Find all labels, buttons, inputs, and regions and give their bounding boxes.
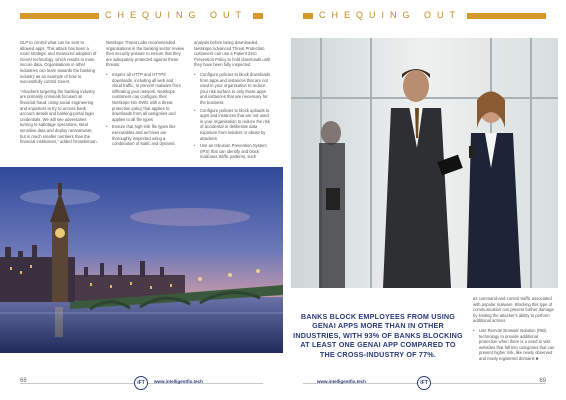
list-item: • Configure policies to block downloads from apps and instances that are not used in your organisation to reduce your risk surface to only those apps and instances that are necessary for the business: [194, 72, 272, 106]
list-item: • Use Remote Browser Isolation (RBI) technology to provide additional protection when there is a need to visit websites that fall into categories that can present higher risk, like newly observed and newly registered domains ■: [473, 328, 555, 362]
paragraph: “Attackers targeting the banking industry are primarily criminals focused on financial fraud, using social engineering and impostors to try to access bank account details and banking-portal login credentials. We will see adversaries turning to sabotage operations, steal sensitive data and deploy ransomware, but in much smaller numbers than the financial institutions,” added Grosskeman.: [20, 88, 98, 145]
bullet-list: [106, 72, 184, 147]
page-number: 68: [20, 378, 27, 384]
list-item: • Configure policies to block uploads to apps and instances that are not used in your organisation to reduce the risk of accidental or deliberate data exposure from insiders or abuse by attackers: [194, 108, 272, 142]
business-meeting-photo: [291, 38, 558, 288]
text-column-1: [20, 40, 98, 149]
list-item: • Use an Intrusion Prevention System (IPS) that can identify and block malicious traffic patterns, such: [194, 143, 272, 160]
section-title: CHEQUING OUT: [99, 8, 253, 22]
text-column-2: [106, 40, 184, 149]
list-item: • Ensure that high-risk file types like executables and archives are thoroughly inspected using a combination of static and dynamic: [106, 124, 184, 146]
text-column-right: [473, 296, 555, 364]
brand-logo: iFT: [134, 376, 148, 390]
site-url[interactable]: www.intelligentfin.tech: [154, 379, 203, 384]
london-bridge-photo: [0, 167, 283, 353]
section-title: CHEQUING OUT: [313, 8, 467, 22]
paragraph: as command-and-control traffic associated with popular malware. Blocking this type of communication can prevent further damage by limiting the attacker's ability to perform additional actions: [473, 296, 554, 324]
pull-quote: BANKS BLOCK EMPLOYEES FROM USING GENAI APPS MORE THAN IN OTHER INDUSTRIES, WITH 93% OF BANKS BLOCKING AT LEAST ONE GENAI APP COMPARED TO THE CROSS-INDUSTRY OF 77%.: [293, 312, 463, 359]
text-column-3: [194, 40, 272, 162]
bullet-list: [473, 328, 555, 362]
paragraph: Netskope Threat Labs recommended organisations in the banking sector review their security posture to ensure that they are adequately protected against these threats:: [106, 40, 184, 68]
bullet-list: [194, 72, 272, 160]
paragraph: DLP to control what can be sent to allowed apps. This attack has been a more strategic and measured adoption of GenAI technology, which results in more secure data. Organisations in other industries can learn towards the banking industry as an example of how to successfully control GenAI.: [20, 40, 97, 85]
site-url[interactable]: www.intelligentfin.tech: [317, 379, 366, 384]
right-page: [283, 0, 566, 400]
brand-logo: iFT: [417, 376, 431, 390]
list-item: • Inspect all HTTP and HTTPS downloads, including all web and cloud traffic, to prevent malware from infiltrating your network. Netskope customers can configure their Netskope NG-SWG with a threat protection policy that applies to downloads from all categories and applies to all file types: [106, 72, 184, 122]
page-number: 69: [539, 378, 546, 384]
paragraph: analysis before being downloaded. Netskope Advanced Threat Protection customers can use a Patient Zero Prevention Policy to hold downloads until they have been fully inspected: [194, 40, 271, 68]
